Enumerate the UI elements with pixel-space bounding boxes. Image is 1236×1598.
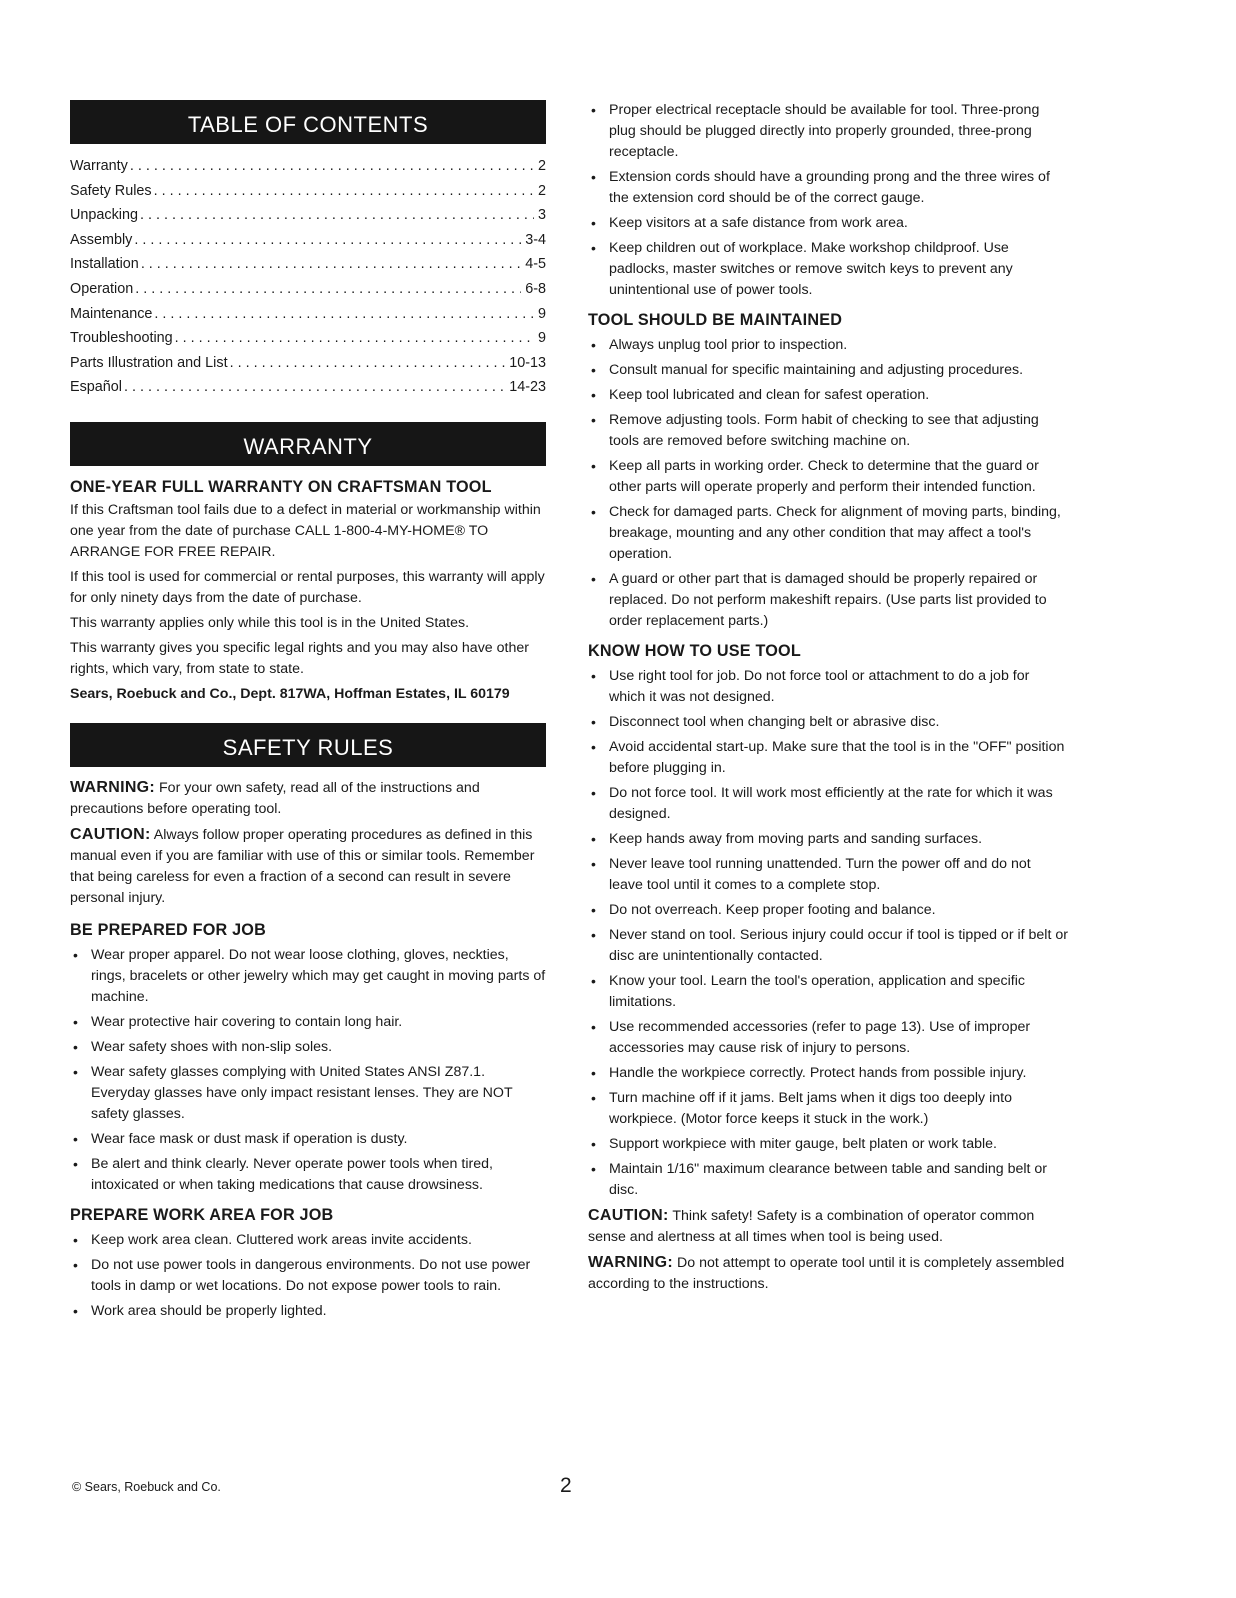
- toc-list: [70, 154, 546, 400]
- list-item: • Do not overreach. Keep proper footing and balance.: [588, 900, 1068, 921]
- list-item: • Support workpiece with miter gauge, belt platen or work table.: [588, 1134, 1068, 1155]
- work-area-list-left: [70, 1230, 546, 1322]
- caution-text-2: Think safety! Safety is a combination of operator common sense and alertness at all times when tool is being used.: [588, 1208, 1035, 1245]
- list-item: • Disconnect tool when changing belt or abrasive disc.: [588, 712, 1068, 733]
- work-area-list-right: [588, 100, 1068, 301]
- know-how-heading: KNOW HOW TO USE TOOL: [588, 642, 801, 660]
- toc-entry: Unpacking . . . 3: [70, 203, 546, 228]
- work-area-heading: PREPARE WORK AREA FOR JOB: [70, 1205, 334, 1224]
- know-how-list: [588, 666, 1068, 1201]
- caution-paragraph-2: [588, 1205, 1068, 1248]
- list-item: • Keep tool lubricated and clean for safest operation.: [588, 385, 1068, 406]
- list-item: • Know your tool. Learn the tool's operation, application and specific limitations.: [588, 971, 1068, 1013]
- list-item: • Remove adjusting tools. Form habit of checking to see that adjusting tools are removed before switching machine on.: [588, 410, 1068, 452]
- warning-paragraph: [70, 777, 546, 820]
- left-column: [70, 100, 546, 1326]
- warning-text: For your own safety, read all of the instructions and precautions before operating tool.: [70, 779, 480, 817]
- list-item: • Never stand on tool. Serious injury could occur if tool is tipped or if belt or disc are unintentionally contacted.: [588, 925, 1068, 967]
- toc-entry: Safety Rules . . . 2: [70, 179, 546, 204]
- warranty-paragraph: If this tool is used for commercial or rental purposes, this warranty will apply for only ninety days from the date of purchase.: [70, 568, 545, 606]
- maintained-heading: TOOL SHOULD BE MAINTAINED: [588, 311, 843, 329]
- toc-entry: Warranty . . . 2: [70, 154, 546, 179]
- warranty-paragraph: This warranty gives you specific legal rights and you may also have other rights, which vary, from state to state.: [70, 639, 529, 677]
- be-prepared-list: [70, 945, 546, 1196]
- caution-label: CAUTION:: [70, 825, 151, 843]
- page-number: 2: [560, 1474, 572, 1497]
- list-item: • Wear safety shoes with non-slip soles.: [70, 1037, 546, 1058]
- caution-label-2: CAUTION:: [588, 1207, 669, 1224]
- list-item: • Wear proper apparel. Do not wear loose clothing, gloves, neckties, rings, bracelets or other jewelry which may get caught in moving parts of machine.: [70, 945, 546, 1008]
- list-item: • Be alert and think clearly. Never operate power tools when tired, intoxicated or when taking medications that cause drowsiness.: [70, 1154, 546, 1196]
- list-item: • Wear safety glasses complying with United States ANSI Z87.1. Everyday glasses have only impact resistant lenses. They are NOT safety glasses.: [70, 1062, 546, 1125]
- list-item: • Handle the workpiece correctly. Protect hands from possible injury.: [588, 1063, 1068, 1084]
- toc-heading: TABLE OF CONTENTS: [70, 100, 546, 144]
- caution-paragraph: [70, 824, 546, 909]
- list-item: • Wear face mask or dust mask if operation is dusty.: [70, 1129, 546, 1150]
- maintained-list: [588, 335, 1068, 632]
- list-item: • Keep hands away from moving parts and sanding surfaces.: [588, 829, 1068, 850]
- list-item: • Avoid accidental start-up. Make sure that the tool is in the "OFF" position before plugging in.: [588, 737, 1068, 779]
- warranty-paragraph: This warranty applies only while this tool is in the United States.: [70, 614, 470, 631]
- warranty-paragraph: If this Craftsman tool fails due to a defect in material or workmanship within one year from the date of purchase CALL 1-800-4-MY-HOME® TO ARRANGE FOR FREE REPAIR.: [70, 501, 541, 560]
- list-item: • Keep all parts in working order. Check to determine that the guard or other parts will operate properly and perform their intended function.: [588, 456, 1068, 498]
- list-item: • Work area should be properly lighted.: [70, 1301, 546, 1322]
- list-item: • Extension cords should have a grounding prong and the three wires of the extension cord should be of the correct gauge.: [588, 167, 1068, 209]
- toc-entry: Operation . . . 6-8: [70, 277, 546, 302]
- right-column: [588, 100, 1068, 1299]
- list-item: • Turn machine off if it jams. Belt jams when it digs too deeply into workpiece. (Motor force keeps it stuck in the work.): [588, 1088, 1068, 1130]
- warning-text-2: Do not attempt to operate tool until it is completely assembled according to the instructions.: [588, 1255, 1065, 1292]
- list-item: • Proper electrical receptacle should be available for tool. Three-prong plug should be plugged directly into properly grounded, three-prong receptacle.: [588, 100, 1068, 163]
- list-item: • Use right tool for job. Do not force tool or attachment to do a job for which it was not designed.: [588, 666, 1068, 708]
- list-item: • Keep visitors at a safe distance from work area.: [588, 213, 1068, 234]
- warning-paragraph-2: [588, 1252, 1068, 1295]
- warning-label-2: WARNING:: [588, 1254, 674, 1271]
- warranty-heading: WARRANTY: [70, 422, 546, 466]
- toc-entry: Español . . . 14-23: [70, 375, 546, 400]
- list-item: • Maintain 1/16" maximum clearance between table and sanding belt or disc.: [588, 1159, 1068, 1201]
- list-item: • Check for damaged parts. Check for alignment of moving parts, binding, breakage, mounting and any other condition that may affect a tool's operation.: [588, 502, 1068, 565]
- caution-text: Always follow proper operating procedures as defined in this manual even if you are familiar with use of this or similar tools. Remember that being careless for even a fraction of a second can result in severe personal injury.: [70, 826, 535, 906]
- be-prepared-heading: BE PREPARED FOR JOB: [70, 920, 266, 939]
- list-item: • Wear protective hair covering to contain long hair.: [70, 1012, 546, 1033]
- list-item: • Do not force tool. It will work most efficiently at the rate for which it was designed.: [588, 783, 1068, 825]
- safety-heading: SAFETY RULES: [70, 723, 546, 767]
- warranty-subheading: ONE-YEAR FULL WARRANTY ON CRAFTSMAN TOOL: [70, 477, 492, 496]
- warranty-address: Sears, Roebuck and Co., Dept. 817WA, Hoffman Estates, IL 60179: [70, 685, 510, 702]
- list-item: • Consult manual for specific maintaining and adjusting procedures.: [588, 360, 1068, 381]
- list-item: • Use recommended accessories (refer to page 13). Use of improper accessories may cause risk of injury to persons.: [588, 1017, 1068, 1059]
- warning-label: WARNING:: [70, 778, 156, 796]
- list-item: • Do not use power tools in dangerous environments. Do not use power tools in damp or wet locations. Do not expose power tools to rain.: [70, 1255, 546, 1297]
- toc-entry: Troubleshooting . . . 9: [70, 326, 546, 351]
- toc-entry: Assembly . . . 3-4: [70, 228, 546, 253]
- list-item: • A guard or other part that is damaged should be properly repaired or replaced. Do not perform makeshift repairs. (Use parts list provided to order replacement parts.): [588, 569, 1068, 632]
- toc-entry: Installation . . . 4-5: [70, 252, 546, 277]
- toc-entry: Maintenance . . . 9: [70, 302, 546, 327]
- list-item: • Keep children out of workplace. Make workshop childproof. Use padlocks, master switches or remove switch keys to prevent any unintentional use of power tools.: [588, 238, 1068, 301]
- list-item: • Keep work area clean. Cluttered work areas invite accidents.: [70, 1230, 546, 1251]
- toc-entry: Parts Illustration and List . . . 10-13: [70, 351, 546, 376]
- copyright-notice: © Sears, Roebuck and Co.: [72, 1480, 221, 1494]
- list-item: • Always unplug tool prior to inspection.: [588, 335, 1068, 356]
- list-item: • Never leave tool running unattended. Turn the power off and do not leave tool until it comes to a complete stop.: [588, 854, 1068, 896]
